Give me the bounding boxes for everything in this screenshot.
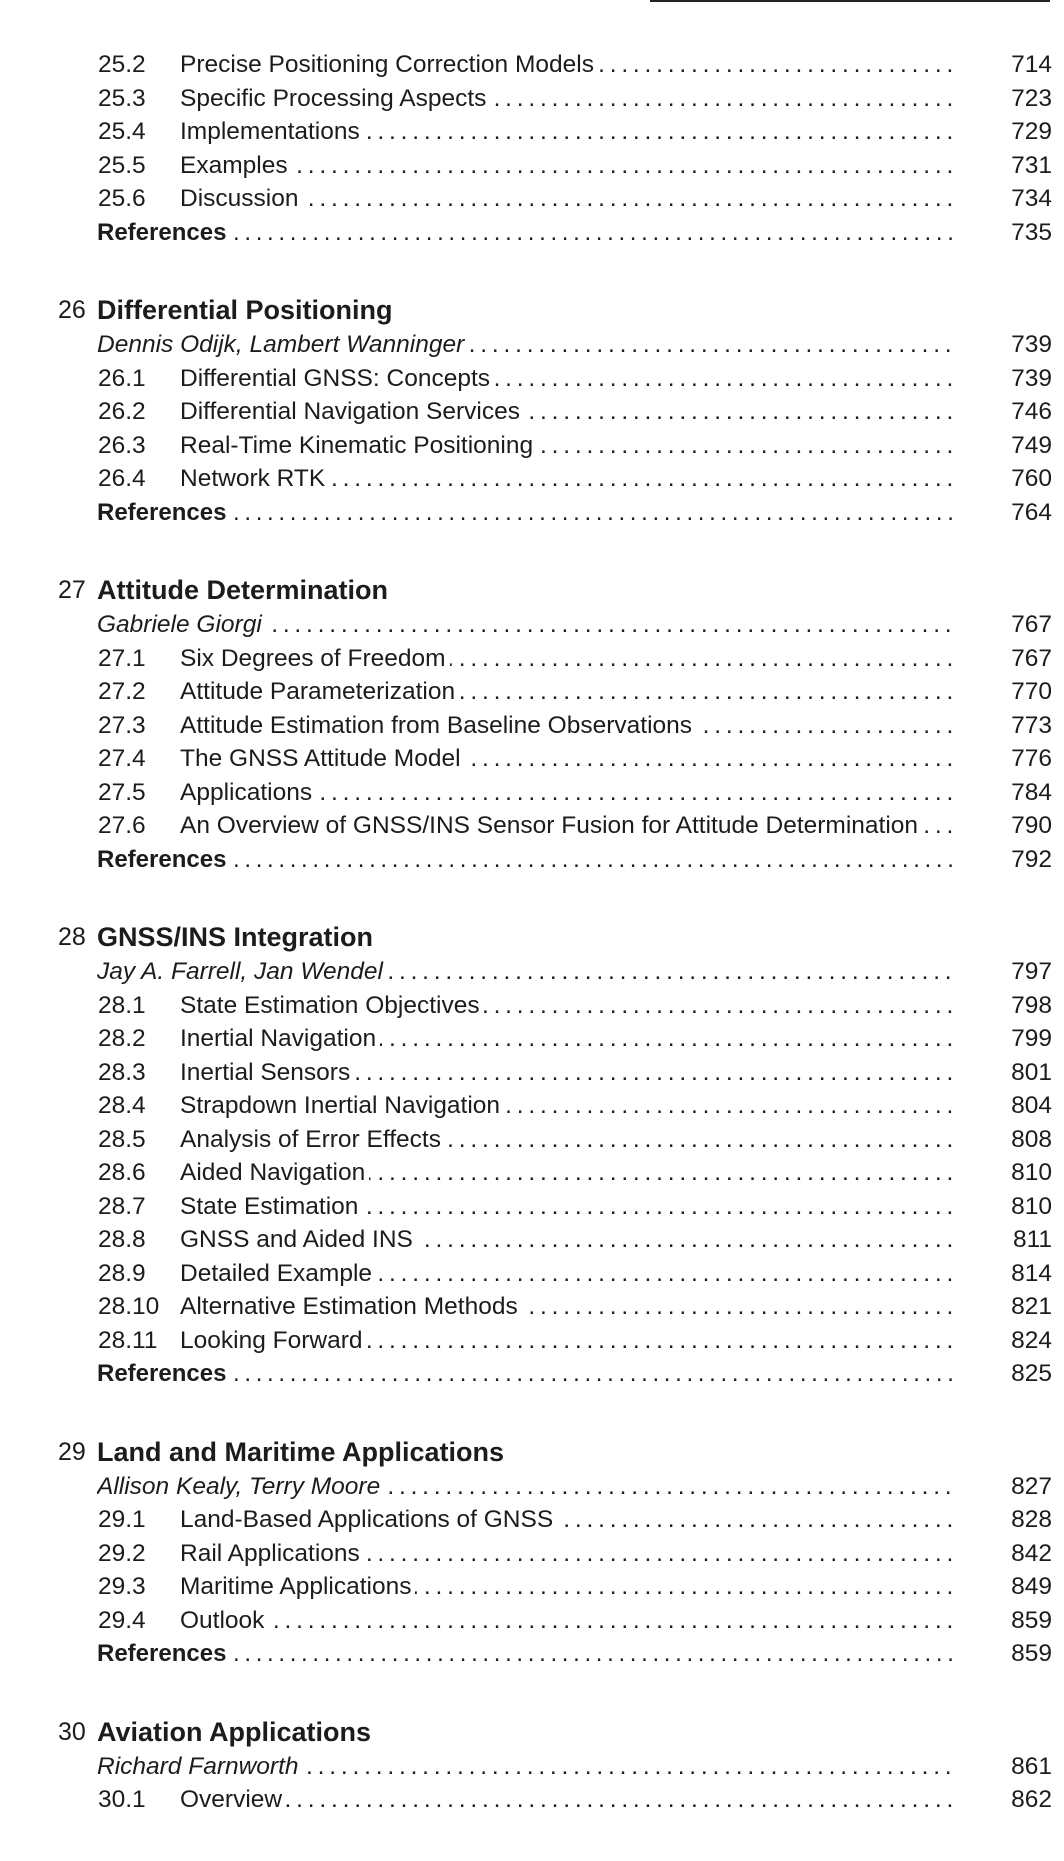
entry-number: 28.3 (98, 1058, 146, 1086)
subsection-entry (0, 1056, 1064, 1090)
chapter-number: 30 (58, 1717, 86, 1746)
chapter-title: GNSS/INS Integration (97, 922, 374, 952)
chapter-authors-entry (0, 1470, 1064, 1504)
subsection-entry (0, 1783, 1064, 1817)
entry-number: 28.9 (98, 1259, 146, 1287)
subsection-entry (0, 1190, 1064, 1224)
entry-title (180, 362, 954, 396)
entry-page-number: 859 (1011, 1640, 1052, 1667)
chapter-authors-entry (0, 955, 1064, 989)
subsection-entry (0, 809, 1064, 843)
entry-number: 25.4 (98, 118, 146, 145)
subsection-entry (0, 989, 1064, 1023)
entry-title (180, 709, 954, 743)
entry-title (180, 1257, 954, 1291)
subsection-entry (0, 1022, 1064, 1056)
entry-title (97, 608, 954, 642)
entry-title (97, 496, 954, 530)
entry-page-number: 811 (1012, 1226, 1052, 1253)
entry-page-number: 770 (1011, 678, 1052, 705)
entry-title-text: GNSS and Aided INS (180, 1226, 417, 1253)
entry-page-number: 810 (1011, 1192, 1052, 1220)
entry-title-text: Implementations (180, 118, 364, 145)
entry-title (180, 1156, 954, 1190)
entry-title-text: Network RTK (180, 465, 329, 492)
references-entry (0, 216, 1064, 250)
entry-title (180, 395, 954, 429)
chapter-title: Aviation Applications (97, 1716, 372, 1747)
entry-title-text: Real-Time Kinematic Positioning (180, 432, 537, 459)
entry-page-number: 810 (1011, 1159, 1052, 1186)
entry-number: 28.10 (98, 1293, 160, 1320)
subsection-entry (0, 182, 1064, 216)
entry-title (180, 742, 954, 776)
subsection-entry (0, 429, 1064, 463)
references-entry (0, 1637, 1064, 1671)
entry-title-text: Alternative Estimation Methods (180, 1293, 522, 1320)
entry-title-text: Land-Based Applications of GNSS (180, 1506, 557, 1533)
chapter-heading (0, 1435, 1064, 1470)
chapter-authors-entry (0, 608, 1064, 642)
entry-number: 28.2 (98, 1025, 146, 1052)
entry-title (180, 1089, 954, 1123)
chapter-number: 29 (58, 1437, 86, 1466)
subsection-entry (0, 1089, 1064, 1123)
entry-page-number: 821 (1011, 1293, 1052, 1320)
chapter-title: Attitude Determination (97, 575, 389, 605)
entry-number: 29.4 (98, 1606, 146, 1634)
entry-page-number: 764 (1011, 498, 1052, 526)
entry-title (180, 1537, 954, 1571)
entry-number: 27.4 (98, 745, 146, 772)
entry-title-text: Attitude Estimation from Baseline Observations (180, 712, 696, 739)
entry-page-number: 734 (1011, 185, 1052, 212)
entry-title-text: Jay A. Farrell, Jan Wendel (97, 958, 387, 985)
entry-title (180, 809, 954, 843)
entry-title-text: Attitude Parameterization (180, 678, 459, 705)
entry-number: 28.5 (98, 1125, 146, 1153)
entry-title-text: The GNSS Attitude Model (180, 745, 465, 772)
entry-number: 27.3 (98, 711, 146, 739)
entry-title (97, 328, 954, 362)
entry-title (180, 1190, 954, 1224)
entry-title (97, 843, 954, 877)
subsection-entry (0, 1123, 1064, 1157)
subsection-entry (0, 48, 1064, 82)
entry-title (180, 429, 954, 463)
entry-page-number: 767 (1011, 644, 1052, 672)
entry-number: 25.6 (98, 185, 146, 212)
entry-title (180, 1783, 954, 1817)
entry-title-text: State Estimation (180, 1193, 362, 1220)
entry-page-number: 735 (1011, 218, 1052, 246)
header-rule (650, 0, 1050, 2)
subsection-entry (0, 642, 1064, 676)
entry-title (180, 182, 954, 216)
entry-title-text: Rail Applications (180, 1540, 364, 1567)
subsection-entry (0, 675, 1064, 709)
entry-number: 28.6 (98, 1159, 146, 1186)
chapter-heading (0, 1715, 1064, 1750)
entry-page-number: 746 (1011, 398, 1052, 425)
entry-page-number: 862 (1011, 1786, 1052, 1813)
entry-title-text: Differential Navigation Services (180, 398, 524, 425)
entry-page-number: 790 (1011, 812, 1052, 839)
entry-title (180, 48, 954, 82)
references-entry (0, 843, 1064, 877)
entry-number: 30.1 (98, 1786, 146, 1813)
entry-number: 26.1 (98, 364, 146, 392)
subsection-entry (0, 462, 1064, 496)
entry-page-number: 760 (1011, 465, 1052, 492)
entry-number: 26.3 (98, 431, 146, 459)
toc-section (0, 293, 1064, 529)
subsection-entry (0, 82, 1064, 116)
entry-title-text: References (97, 846, 230, 873)
entry-title (180, 1503, 954, 1537)
entry-title-text: Differential GNSS: Concepts (180, 365, 494, 392)
references-entry (0, 1357, 1064, 1391)
entry-title (97, 1357, 954, 1391)
entry-title (180, 1604, 954, 1638)
entry-title-text: Outlook (180, 1607, 268, 1634)
entry-page-number: 714 (1011, 51, 1052, 78)
entry-title-text: Maritime Applications (180, 1573, 415, 1600)
entry-page-number: 729 (1011, 118, 1052, 145)
entry-title (180, 1123, 954, 1157)
entry-number: 28.7 (98, 1192, 146, 1220)
toc-section (0, 1435, 1064, 1671)
entry-number: 26.4 (98, 465, 146, 492)
entry-page-number: 773 (1011, 711, 1052, 739)
entry-title-text: References (97, 1640, 230, 1667)
entry-title (97, 955, 954, 989)
chapter-title: Differential Positioning (97, 295, 393, 325)
entry-title-text: Discussion (180, 185, 302, 212)
entry-title (180, 642, 954, 676)
subsection-entry (0, 776, 1064, 810)
entry-title (180, 1570, 954, 1604)
subsection-entry (0, 395, 1064, 429)
entry-title-text: Precise Positioning Correction Models (180, 51, 598, 78)
entry-page-number: 849 (1011, 1573, 1052, 1600)
entry-title-text: References (97, 219, 230, 246)
entry-number: 25.5 (98, 151, 146, 179)
entry-page-number: 808 (1011, 1125, 1052, 1153)
entry-number: 25.3 (98, 84, 146, 112)
chapter-number: 27 (58, 576, 86, 604)
subsection-entry (0, 742, 1064, 776)
entry-title-text: Overview (180, 1786, 286, 1813)
references-entry (0, 496, 1064, 530)
entry-title (180, 82, 954, 116)
subsection-entry (0, 1503, 1064, 1537)
entry-number: 29.2 (98, 1539, 146, 1567)
entry-page-number: 767 (1011, 611, 1052, 638)
entry-title-text: State Estimation Objectives (180, 992, 484, 1019)
chapter-number: 28 (58, 923, 86, 951)
entry-page-number: 739 (1011, 331, 1052, 358)
subsection-entry (0, 362, 1064, 396)
entry-title-text: Analysis of Error Effects (180, 1126, 445, 1153)
entry-page-number: 784 (1011, 778, 1052, 806)
toc-section (0, 1715, 1064, 1817)
entry-number: 29.1 (98, 1506, 146, 1533)
chapter-heading (0, 293, 1064, 328)
entry-page-number: 824 (1011, 1326, 1052, 1354)
entry-page-number: 799 (1011, 1025, 1052, 1052)
chapter-heading (0, 920, 1064, 955)
entry-title (180, 1223, 954, 1257)
entry-title-text: Allison Kealy, Terry Moore (97, 1473, 384, 1500)
entry-number: 27.2 (98, 678, 146, 705)
entry-number: 25.2 (98, 51, 146, 78)
entry-title (180, 115, 954, 149)
subsection-entry (0, 1537, 1064, 1571)
entry-number: 28.1 (98, 991, 146, 1019)
entry-page-number: 861 (1011, 1752, 1052, 1780)
entry-title-text: Specific Processing Aspects (180, 85, 490, 112)
entry-number: 28.8 (98, 1226, 146, 1253)
toc-section (0, 48, 1064, 249)
entry-title (97, 1750, 954, 1784)
entry-title-text: Six Degrees of Freedom (180, 645, 450, 672)
subsection-entry (0, 1290, 1064, 1324)
entry-title-text: Examples (180, 152, 292, 179)
entry-number: 27.6 (98, 812, 146, 839)
subsection-entry (0, 1604, 1064, 1638)
entry-number: 28.11 (98, 1326, 158, 1354)
entry-title (180, 989, 954, 1023)
entry-title (180, 149, 954, 183)
entry-number: 29.3 (98, 1573, 146, 1600)
entry-page-number: 798 (1011, 991, 1052, 1019)
entry-page-number: 739 (1011, 364, 1052, 392)
entry-title (180, 776, 954, 810)
entry-number: 27.1 (98, 644, 146, 672)
entry-page-number: 731 (1011, 151, 1052, 179)
entry-title (97, 1470, 954, 1504)
entry-title-text: Gabriele Giorgi (97, 611, 266, 638)
subsection-entry (0, 149, 1064, 183)
toc-section (0, 573, 1064, 876)
entry-page-number: 801 (1011, 1058, 1052, 1086)
subsection-entry (0, 1324, 1064, 1358)
entry-page-number: 723 (1011, 84, 1052, 112)
table-of-contents (0, 48, 1064, 1861)
entry-title (180, 1290, 954, 1324)
entry-title (180, 1324, 954, 1358)
entry-page-number: 797 (1011, 958, 1052, 985)
entry-page-number: 804 (1011, 1092, 1052, 1119)
entry-title-text: Dennis Odijk, Lambert Wanninger (97, 331, 468, 358)
entry-title (180, 1022, 954, 1056)
subsection-entry (0, 1156, 1064, 1190)
entry-title (180, 1056, 954, 1090)
chapter-number: 26 (58, 296, 86, 324)
entry-title-text: References (97, 1360, 230, 1387)
entry-number: 26.2 (98, 398, 146, 425)
entry-page-number: 776 (1011, 745, 1052, 772)
chapter-heading (0, 573, 1064, 608)
entry-title-text: References (97, 499, 230, 526)
entry-title-text: Inertial Sensors (180, 1059, 354, 1086)
chapter-authors-entry (0, 1750, 1064, 1784)
entry-page-number: 749 (1011, 431, 1052, 459)
entry-title-text: Strapdown Inertial Navigation (180, 1092, 504, 1119)
entry-title-text: Detailed Example (180, 1260, 376, 1287)
chapter-title: Land and Maritime Applications (97, 1436, 505, 1467)
entry-page-number: 842 (1011, 1539, 1052, 1567)
entry-title-text: Inertial Navigation (180, 1025, 380, 1052)
entry-title (180, 675, 954, 709)
chapter-authors-entry (0, 328, 1064, 362)
entry-page-number: 825 (1011, 1360, 1052, 1387)
entry-title-text: An Overview of GNSS/INS Sensor Fusion for Attitude Determination (180, 812, 922, 839)
entry-number: 27.5 (98, 778, 146, 806)
entry-number: 28.4 (98, 1092, 146, 1119)
entry-page-number: 814 (1011, 1259, 1052, 1287)
entry-page-number: 792 (1011, 845, 1052, 873)
entry-title-text: Richard Farnworth (97, 1753, 303, 1780)
entry-title-text: Aided Navigation (180, 1159, 369, 1186)
entry-title (180, 462, 954, 496)
entry-page-number: 828 (1011, 1506, 1052, 1533)
entry-title (97, 216, 954, 250)
subsection-entry (0, 1257, 1064, 1291)
entry-page-number: 859 (1011, 1606, 1052, 1634)
toc-section (0, 920, 1064, 1391)
entry-page-number: 827 (1011, 1472, 1052, 1500)
subsection-entry (0, 115, 1064, 149)
subsection-entry (0, 709, 1064, 743)
entry-title-text: Applications (180, 779, 316, 806)
entry-title (97, 1637, 954, 1671)
entry-title-text: Looking Forward (180, 1327, 366, 1354)
subsection-entry (0, 1570, 1064, 1604)
subsection-entry (0, 1223, 1064, 1257)
